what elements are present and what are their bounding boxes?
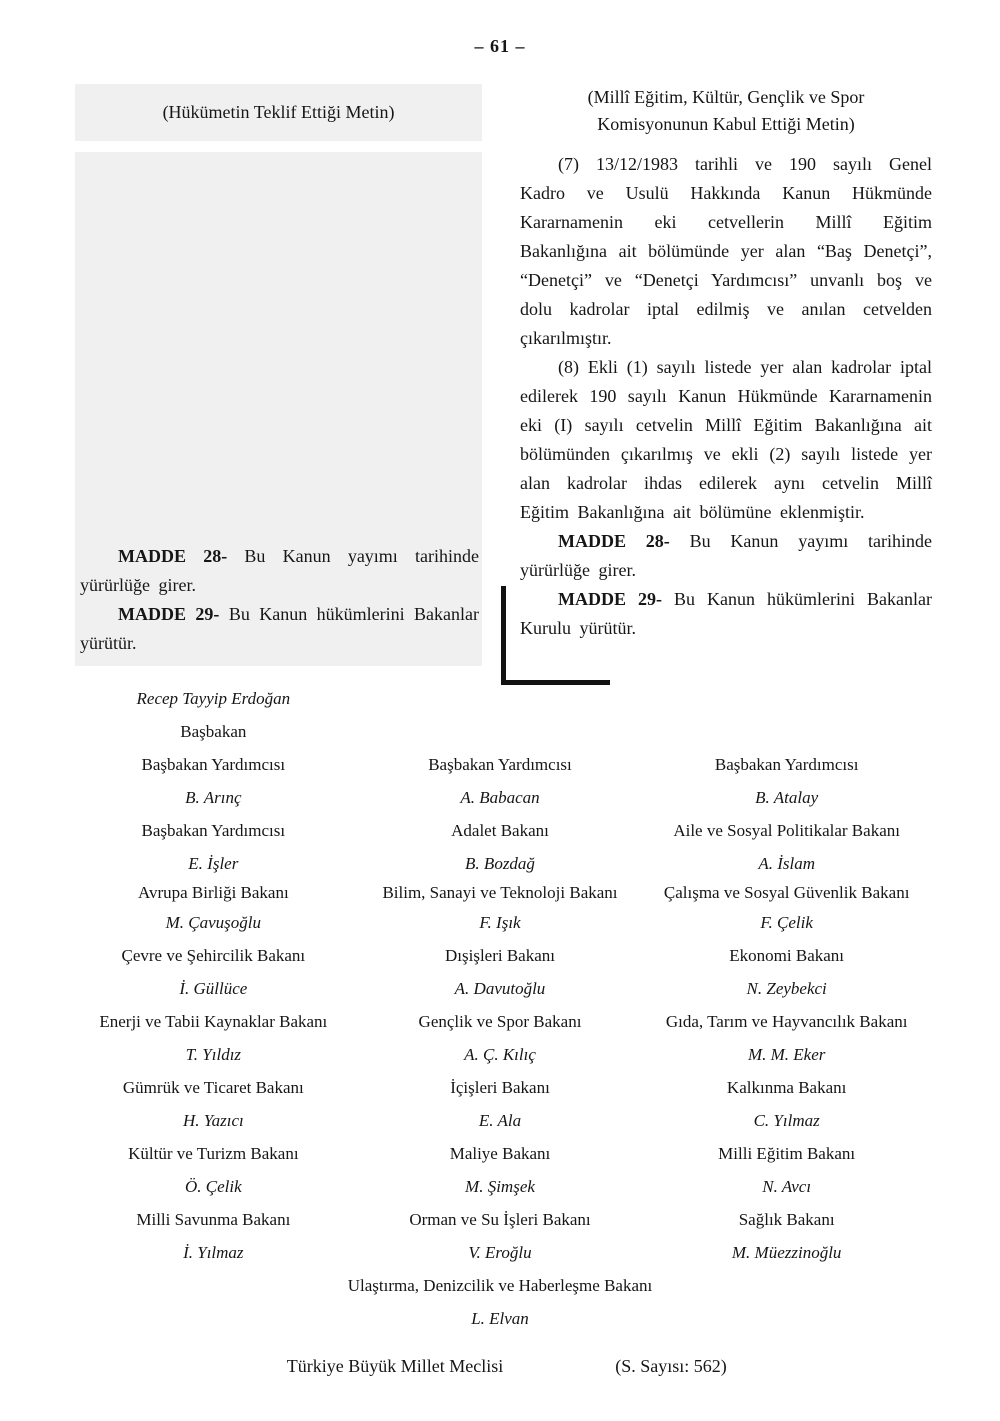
minister-title: Enerji ve Tabii Kaynaklar Bakanı — [99, 1011, 328, 1031]
minister-title: Çevre ve Şehircilik Bakanı — [121, 945, 306, 965]
signature-block — [70, 682, 930, 1335]
article-text: Bu Kanun yayımı tarihinde yürürlüğe girer. — [520, 531, 932, 580]
signatory-name: F. Çelik — [760, 912, 813, 932]
signatory-name: E. Ala — [478, 1110, 522, 1130]
page-number: – 61 – — [474, 36, 526, 56]
signature-row — [70, 748, 930, 781]
left-column — [75, 84, 482, 666]
minister-title: Maliye Bakanı — [449, 1143, 551, 1163]
signature-row — [70, 1071, 930, 1104]
signatory-name: B. Atalay — [755, 787, 819, 807]
end-of-text-bracket — [501, 586, 610, 685]
signatory-name: A. İslam — [758, 853, 815, 873]
minister-title: Başbakan — [180, 721, 247, 741]
signatory-name: H. Yazıcı — [182, 1110, 244, 1130]
signatory-name: N. Zeybekci — [746, 978, 827, 998]
signature-row — [70, 814, 930, 847]
signatory-name: İ. Yılmaz — [183, 1242, 244, 1262]
article-paragraph — [80, 542, 479, 600]
signature-row — [70, 1038, 930, 1071]
article-text: (8) Ekli (1) sayılı listede yer alan kadrolar iptal edilerek 190 sayılı Kanun Hükmünde Kararnamenin eki (I) sayılı cetvelin Millî Eğitim Bakanlığına ait bölümünden çıkarılmış ve ekli (2) sayılı listede yer alan kadrolar ihdas edilerek aynı cetvelin Millî Eğitim Bakanlığına ait bölümüne eklenmiştir. — [520, 357, 932, 522]
minister-title: Başbakan Yardımcısı — [428, 754, 572, 774]
minister-title: Gençlik ve Spor Bakanı — [418, 1011, 582, 1031]
signatory-name: M. Şimşek — [465, 1176, 535, 1196]
body-paragraph — [520, 527, 932, 585]
heading-line: Komisyonunun Kabul Ettiği Metin) — [597, 114, 855, 134]
article-text: Bu Kanun yayımı tarihinde yürürlüğe girer. — [80, 546, 479, 595]
heading-line: (Millî Eğitim, Kültür, Gençlik ve Spor — [587, 87, 865, 107]
signature-row — [70, 939, 930, 972]
signature-row — [70, 1203, 930, 1236]
signatory-name: V. Eroğlu — [468, 1242, 532, 1262]
signatory-name: A. Davutoğlu — [454, 978, 546, 998]
minister-title: Orman ve Su İşleri Bakanı — [409, 1209, 591, 1229]
article-paragraph — [80, 600, 479, 658]
signature-row — [70, 880, 930, 906]
minister-title: Sağlık Bakanı — [738, 1209, 835, 1229]
minister-title: Dışişleri Bakanı — [444, 945, 555, 965]
signatory-name: N. Avcı — [762, 1176, 812, 1196]
left-body-box — [75, 152, 482, 666]
minister-title: Ulaştırma, Denizcilik ve Haberleşme Bakanı — [347, 1275, 653, 1295]
signature-row — [70, 1269, 930, 1302]
minister-title: Çalışma ve Sosyal Güvenlik Bakanı — [663, 883, 910, 902]
article-lead: MADDE 29- — [118, 604, 220, 624]
article-text: Bu Kanun hükümlerini Bakanlar yürütür. — [80, 604, 479, 653]
footer — [0, 1356, 1000, 1382]
left-heading-box — [75, 84, 482, 141]
signature-row — [70, 781, 930, 814]
signatory-name: A. Ç. Kılıç — [464, 1044, 536, 1064]
right-body — [520, 150, 932, 643]
signature-row — [70, 847, 930, 880]
minister-title: Avrupa Birliği Bakanı — [137, 883, 289, 902]
minister-title: Gıda, Tarım ve Hayvancılık Bakanı — [665, 1011, 908, 1031]
signature-row — [70, 1236, 930, 1269]
signature-row — [70, 682, 930, 715]
footer-serial: (S. Sayısı: 562) — [615, 1356, 727, 1376]
minister-title: Kültür ve Turizm Bakanı — [128, 1143, 299, 1163]
article-text: (7) 13/12/1983 tarihli ve 190 sayılı Genel Kadro ve Usulü Hakkında Kanun Hükmünde Kararnamenin eki cetvellerin Millî Eğitim Bakanlığına ait bölümünde yer alan “Baş Denetçi”, “Denetçi” ve “Denetçi Yardımcısı” unvanlı boş ve dolu kadrolar iptal edilmiş ve anılan cetvelden çıkarılmıştır. — [520, 154, 932, 348]
signatory-name: Recep Tayyip Erdoğan — [136, 688, 291, 708]
signature-row — [70, 1302, 930, 1335]
minister-title: Kalkınma Bakanı — [726, 1077, 847, 1097]
right-column-heading — [520, 84, 932, 138]
minister-title: Başbakan Yardımcısı — [141, 754, 286, 774]
right-column — [520, 84, 932, 643]
minister-title: Aile ve Sosyal Politikalar Bakanı — [673, 820, 900, 840]
minister-title: İçişleri Bakanı — [450, 1077, 550, 1097]
minister-title: Adalet Bakanı — [451, 820, 549, 840]
minister-title: Başbakan Yardımcısı — [714, 754, 859, 774]
signature-row — [70, 1005, 930, 1038]
signature-row — [70, 1137, 930, 1170]
signatory-name: A. Babacan — [460, 787, 540, 807]
signatory-name: M. Müezzinoğlu — [731, 1242, 842, 1262]
signature-row — [70, 906, 930, 939]
minister-title: Milli Savunma Bakanı — [136, 1209, 291, 1229]
minister-title: Bilim, Sanayi ve Teknoloji Bakanı — [382, 883, 618, 902]
article-lead: MADDE 28- — [118, 546, 228, 566]
article-text: Bu Kanun hükümlerini Bakanlar Kurulu yürütür. — [520, 589, 932, 638]
minister-title: Gümrük ve Ticaret Bakanı — [122, 1077, 304, 1097]
minister-title: Milli Eğitim Bakanı — [718, 1143, 856, 1163]
footer-institution: Türkiye Büyük Millet Meclisi — [286, 1356, 504, 1376]
body-paragraph — [520, 150, 932, 353]
minister-title: Ekonomi Bakanı — [729, 945, 845, 965]
signatory-name: E. İşler — [188, 853, 239, 873]
signatory-name: İ. Güllüce — [179, 978, 248, 998]
signatory-name: T. Yıldız — [185, 1044, 242, 1064]
signature-row — [70, 1170, 930, 1203]
signature-row — [70, 972, 930, 1005]
signature-row — [70, 715, 930, 748]
body-paragraph — [520, 353, 932, 527]
signatory-name: M. Çavuşoğlu — [165, 912, 262, 932]
signatory-name: Ö. Çelik — [185, 1176, 242, 1196]
signatory-name: B. Arınç — [185, 787, 242, 807]
signature-row — [70, 1104, 930, 1137]
signatory-name: M. M. Eker — [747, 1044, 826, 1064]
left-column-heading: (Hükümetin Teklif Ettiği Metin) — [162, 102, 395, 122]
signatory-name: F. Işık — [479, 912, 521, 932]
signatory-name: C. Yılmaz — [753, 1110, 820, 1130]
signatory-name: L. Elvan — [471, 1308, 529, 1328]
minister-title: Başbakan Yardımcısı — [141, 820, 286, 840]
signatory-name: B. Bozdağ — [465, 853, 535, 873]
article-lead: MADDE 29- — [558, 589, 662, 609]
article-lead: MADDE 28- — [558, 531, 670, 551]
